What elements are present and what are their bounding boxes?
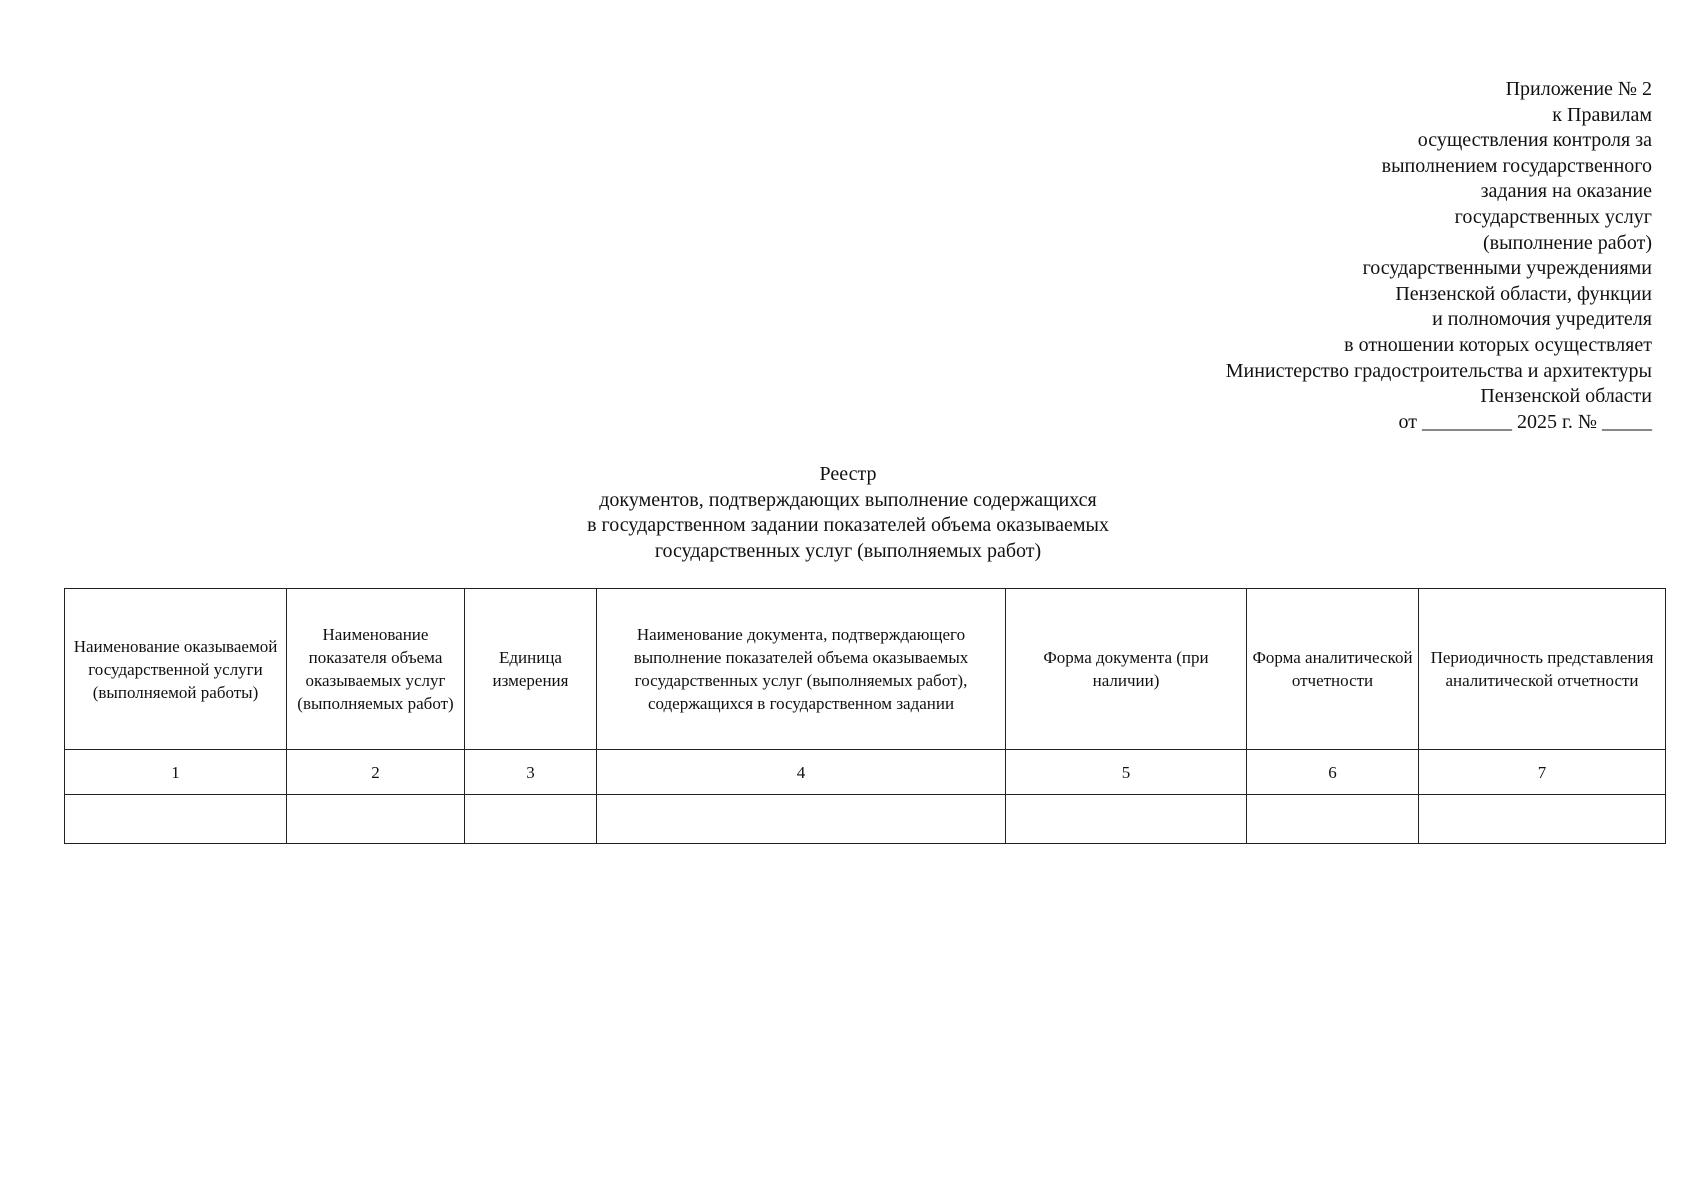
- header-cell-service-name: Наименование оказываемой государственной услуги (выполняемой работы): [65, 589, 287, 750]
- column-number-cell: 2: [287, 750, 465, 795]
- title-line: Реестр: [819, 463, 877, 485]
- attachment-date-line: от _________ 2025 г. № _____: [1398, 410, 1652, 433]
- attachment-line: (выполнение работ): [1482, 231, 1652, 254]
- title-line: документов, подтверждающих выполнение содержащихся: [599, 488, 1097, 511]
- header-cell-document-form: Форма документа (при наличии): [1006, 589, 1247, 750]
- attachment-line: Пензенской области, функции: [1395, 282, 1652, 305]
- column-number-cell: 7: [1419, 750, 1666, 795]
- attachment-line: осуществления контроля за: [1417, 129, 1652, 152]
- header-cell-report-frequency: Периодичность представления аналитической отчетности: [1419, 589, 1666, 750]
- attachment-line: и полномочия учредителя: [1432, 308, 1652, 331]
- document-title: [0, 462, 1696, 564]
- attachment-line: Пензенской области: [1480, 385, 1652, 408]
- attachment-line: Приложение № 2: [1505, 78, 1652, 100]
- table-header-row: [65, 589, 1666, 750]
- attachment-line: государственных услуг: [1454, 205, 1652, 228]
- attachment-line: Министерство градостроительства и архитектуры: [1225, 359, 1652, 382]
- column-number-cell: 5: [1006, 750, 1247, 795]
- header-cell-document-name: Наименование документа, подтверждающего выполнение показателей объема оказываемых государственных услуг (выполняемых работ), содержащихся в государственном задании: [597, 589, 1006, 750]
- title-line: государственных услуг (выполняемых работ): [654, 539, 1042, 562]
- header-cell-indicator-name: Наименование показателя объема оказываемых услуг (выполняемых работ): [287, 589, 465, 750]
- attachment-line: государственными учреждениями: [1362, 257, 1652, 280]
- column-number-cell: 6: [1247, 750, 1419, 795]
- table-row: [65, 795, 1666, 844]
- empty-cell: [1419, 795, 1666, 844]
- registry-table: [64, 588, 1666, 844]
- empty-cell: [287, 795, 465, 844]
- attachment-line: в отношении которых осуществляет: [1344, 333, 1652, 356]
- title-line: в государственном задании показателей объема оказываемых: [587, 514, 1109, 537]
- header-cell-report-form: Форма аналитической отчетности: [1247, 589, 1419, 750]
- header-cell-unit: Единица измерения: [465, 589, 597, 750]
- empty-cell: [65, 795, 287, 844]
- attachment-line: выполнением государственного: [1381, 154, 1652, 177]
- empty-cell: [1247, 795, 1419, 844]
- empty-cell: [597, 795, 1006, 844]
- empty-cell: [1006, 795, 1247, 844]
- attachment-line: задания на оказание: [1480, 180, 1652, 203]
- attachment-header: [1092, 77, 1652, 435]
- column-number-cell: 4: [597, 750, 1006, 795]
- table-number-row: [65, 750, 1666, 795]
- attachment-line: к Правилам: [1552, 103, 1652, 126]
- column-number-cell: 1: [65, 750, 287, 795]
- column-number-cell: 3: [465, 750, 597, 795]
- empty-cell: [465, 795, 597, 844]
